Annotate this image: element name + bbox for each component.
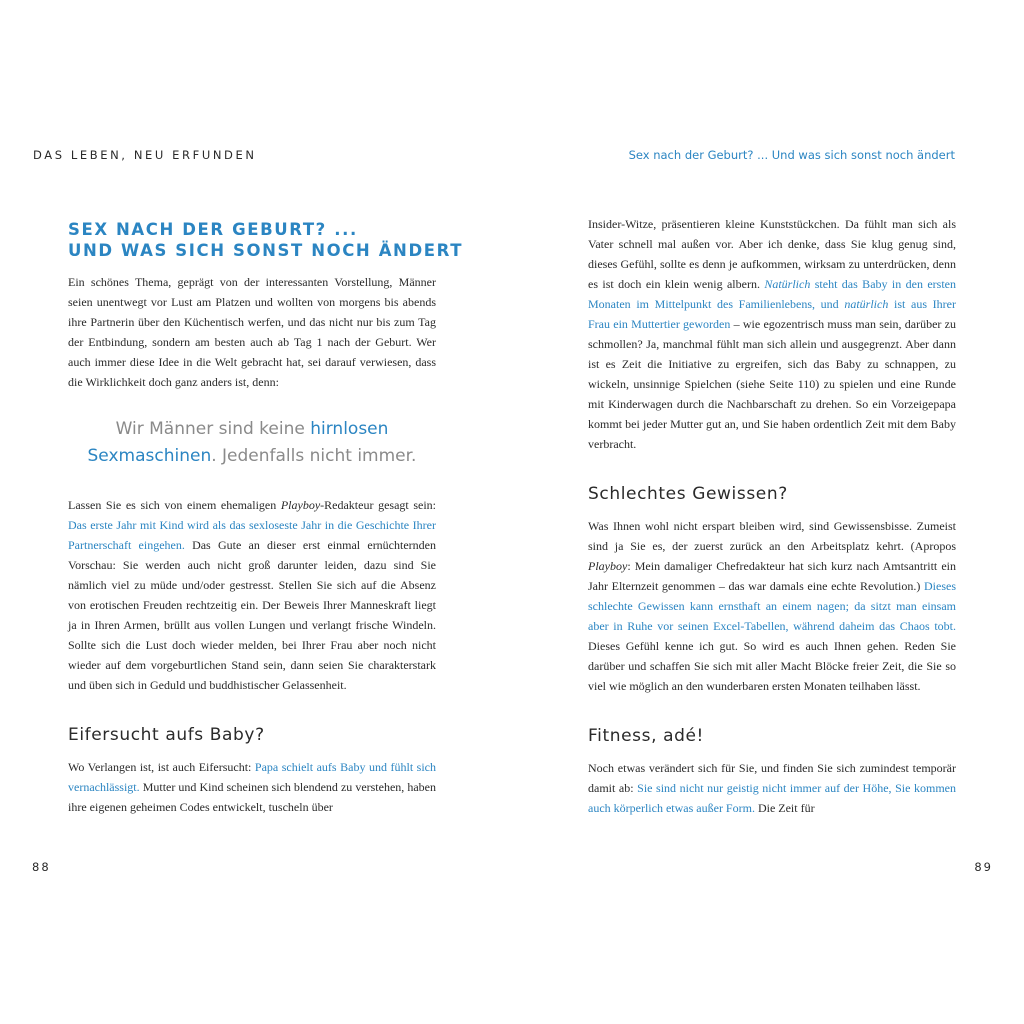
text-run: : Mein damaliger Chefredakteur hat sich kurz nach Amtsantritt ein Jahr Elternzeit genommen – das war damals eine echte Revolution.) [588, 559, 956, 593]
pull-quote-part-1: Wir Männer sind keine [115, 419, 311, 439]
highlight-run: steht das Baby in den ersten Monaten im Mittelpunkt des Familienlebens, und [588, 277, 956, 311]
running-head-left: DAS LEBEN, NEU ERFUNDEN [33, 148, 257, 162]
highlight-italic-run: Natürlich [764, 277, 811, 291]
text-run: Noch etwas verändert sich für Sie, und finden Sie sich zumindest temporär damit ab: [588, 761, 956, 795]
text-run: Lassen Sie es sich von einem ehemaligen [68, 498, 281, 512]
running-head-right: Sex nach der Geburt? ... Und was sich sonst noch ändert [628, 148, 955, 162]
subhead-eifersucht: Eifersucht aufs Baby? [68, 725, 265, 745]
gewissen-paragraph [588, 516, 956, 696]
text-run: Insider-Witze, präsentieren kleine Kunststückchen. Da fühlt man sich als Vater schnell mal außen vor. Aber ich denke, dass Sie klug genug sind, dieses Gefühl, sollte es denn je aufkommen, wirksam zu unterdrücken, denn es ist doch ein klein wenig albern. [588, 217, 956, 291]
highlight-run: Sie sind nicht nur geistig nicht immer auf der Höhe, Sie kommen auch körperlich etwas außer Form. [588, 781, 957, 815]
highlight-run: Das erste Jahr mit Kind wird als das sexloseste Jahr in die Geschichte Ihrer Partnerschaft eingehen. [68, 518, 436, 552]
pull-quote-highlight: hirnlosen Sexmaschinen [87, 419, 389, 466]
chapter-title-line-1: SEX NACH DER GEBURT? ... [68, 220, 358, 239]
pull-quote [68, 416, 436, 470]
eifersucht-paragraph [68, 757, 436, 817]
text-run: -Redakteur gesagt sein: [320, 498, 436, 512]
page-number-left: 88 [32, 860, 51, 874]
subhead-gewissen: Schlechtes Gewissen? [588, 484, 788, 504]
chapter-title [68, 219, 464, 261]
intro-paragraph: Ein schönes Thema, geprägt von der interessanten Vorstellung, Männer seien unentwegt vor Lust am Platzen und wollten von morgens bis abends ihre Partnerin über den Küchentisch werfen, und das nicht nur bis zum Tag der Entbindung, sondern am besten auch ab Tag 1 nach der Geburt. Wer auch immer diese Idee in die Welt gebracht hat, sei darauf verwiesen, dass die Wirklichkeit doch ganz anders ist, denn: [68, 275, 436, 389]
text-run: – wie egozentrisch muss man sein, darüber zu schmollen? Ja, manchmal fühlt man sich allein und ausgegrenzt. Aber dann ist es Zeit die Initiative zu ergreifen, sich das Baby zu schnappen, zu wickeln, unsinnige Spielchen (siehe Seite 110) zu spielen und eine Runde mit Kinderwagen durch die Nachbarschaft zu drehen. So ein Vorzeigepapa kommt bei jeder Mutter gut an, und Sie haben ordentlich Zeit mit dem Baby verbracht. [588, 317, 957, 451]
playboy-paragraph [68, 495, 436, 695]
italic-run: Playboy [280, 498, 321, 512]
text-run: Die Zeit für [754, 801, 815, 815]
chapter-title-line-2: UND WAS SICH SONST NOCH ÄNDERT [68, 241, 464, 260]
subhead-fitness: Fitness, adé! [588, 726, 704, 746]
right-page-column [588, 214, 956, 818]
continuation-paragraph [588, 214, 956, 454]
page-number-right: 89 [974, 860, 993, 874]
highlight-italic-run: natürlich [844, 297, 889, 311]
text-run: Wo Verlangen ist, ist auch Eifersucht: [68, 760, 255, 774]
highlight-run: Papa schielt aufs Baby und fühlt sich vernachlässigt. [68, 760, 436, 794]
left-page-column [68, 219, 464, 817]
highlight-run: ist aus Ihrer Frau ein Muttertier geworden [588, 297, 956, 331]
text-run: Mutter und Kind scheinen sich blendend zu verstehen, haben ihre eigenen geheimen Codes entwickelt, tuscheln über [68, 780, 436, 814]
text-run: Was Ihnen wohl nicht erspart bleiben wird, sind Gewissensbisse. Zumeist sind ja Sie es, der zuerst zurück an den Arbeitsplatz kehrt. (Apropos [588, 519, 956, 553]
italic-run: Playboy [588, 559, 628, 573]
highlight-run: Dieses schlechte Gewissen kann ernsthaft an einem nagen; da sitzt man einsam aber in Ruhe vor seinen Excel-Tabellen, während daheim das Chaos tobt. [588, 579, 956, 633]
pull-quote-part-2: . Jedenfalls nicht immer. [211, 446, 417, 466]
fitness-paragraph [588, 758, 956, 818]
text-run: Dieses Gefühl kenne ich gut. So wird es auch Ihnen gehen. Reden Sie darüber und schaffen Sie sich mit aller Macht Blöcke freier Zeit, die Sie so viel wie möglich an den wunderbaren ersten Monaten teilhaben lässt. [588, 639, 956, 693]
text-run: Das Gute an dieser erst einmal ernüchternden Vorschau: Sie werden auch nicht groß darunter leiden, dazu sind Sie nämlich viel zu müde und/oder gestresst. Stellen Sie sich auf die Absenz von erotischen Freuden rechtzeitig ein. Der Beweis Ihrer Manneskraft liegt ja in Ihren Armen, brüllt aus vollen Lungen und verlangt frische Windeln. Sollte sich die Lust doch wieder melden, bei Ihrer Frau aber noch nicht wieder auf dem vorgeburtlichen Stand sein, dann seien Sie charakterstark und üben sich in Geduld und buddhistischer Gelassenheit. [68, 538, 436, 692]
